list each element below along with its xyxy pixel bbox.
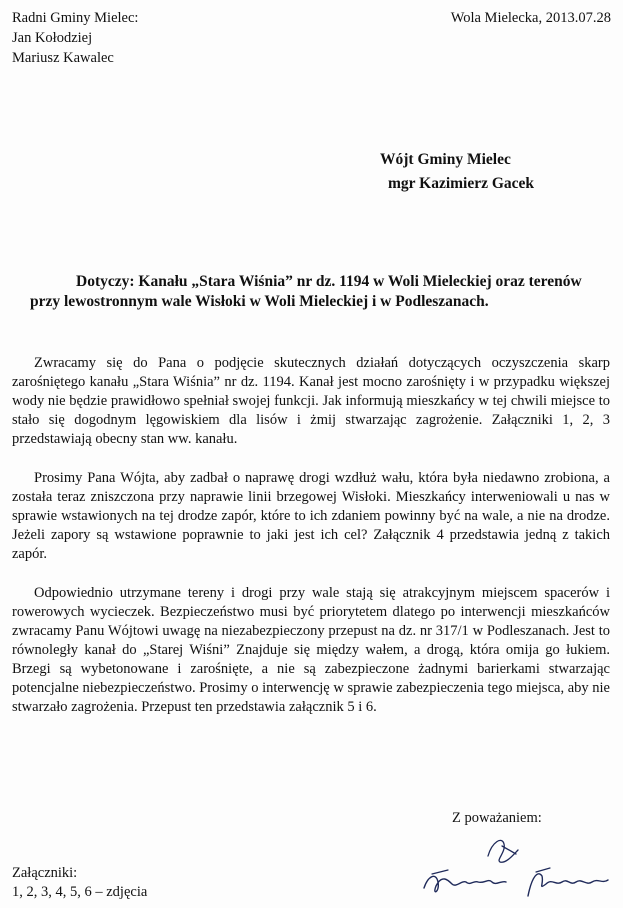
attachments-block	[12, 864, 147, 902]
letter-body	[12, 354, 610, 737]
paragraph-2: Prosimy Pana Wójta, aby zadbał o naprawę drogi wzdłuż wału, która była niedawno zrobiona, a została teraz zniszczona przy naprawie linii brzegowej Wisłoki. Mieszkańcy interweniowali u nas w sprawie wstawionych na tej drodze zapór, które to ich zdaniem powinny być na wale, a nie na drodze. Jeżeli zapory są wstawione poprawnie to jaki jest ich cel? Załącznik 4 przedstawia jedną z takich zapór.	[12, 470, 610, 562]
place-date: Wola Mielecka, 2013.07.28	[450, 10, 611, 26]
sender-block	[12, 8, 138, 68]
attachments-list: 1, 2, 3, 4, 5, 6 – zdjęcia	[12, 884, 148, 900]
subject-block	[30, 272, 606, 312]
sender-line-2: Jan Kołodziej	[12, 30, 93, 46]
subject-line-2: przy lewostronnym wale Wisłoki w Woli Mieleckiej i w Podleszanach.	[30, 293, 489, 310]
paragraph-3: Odpowiednio utrzymane tereny i drogi przy wale stają się atrakcyjnym miejscem spacerów i rowerowych wycieczek. Bezpieczeństwo musi być priorytetem dlatego po interwencji mieszkańców zwracamy Panu Wójtowi uwagę na niezabezpieczony przepust na dz. nr 317/1 w Podleszanach. Jest to równoległy kanał do „Starej Wiśni” Znajduje się między wałem, a drogą, która omija go łukiem. Brzegi są wybetonowane i zarośnięte, a nie są zabezpieczone żadnymi barierkami stwarzając potencjalne niebezpieczeństwo. Prosimy o interwencję w sprawie zabezpieczenia tego miejsca, aby nie stwarzało zagrożenia. Przepust ten przedstawia załącznik 5 i 6.	[12, 585, 610, 715]
recipient-block	[380, 148, 534, 196]
closing-salutation: Z poważaniem:	[452, 810, 542, 826]
sender-line-1: Radni Gminy Mielec:	[12, 10, 139, 26]
subject-line-1: Dotyczy: Kanału „Stara Wiśnia” nr dz. 1194 w Woli Mieleckiej oraz terenów	[76, 273, 582, 290]
recipient-line-1: Wójt Gminy Mielec	[380, 151, 511, 168]
attachments-label: Załączniki:	[12, 865, 78, 881]
sender-line-3: Mariusz Kawalec	[12, 50, 114, 66]
recipient-line-2: mgr Kazimierz Gacek	[388, 175, 535, 192]
handwritten-signature-icon	[418, 826, 618, 906]
paragraph-1: Zwracamy się do Pana o podjęcie skutecznych działań dotyczących oczyszczenia skarp zarośniętego kanału „Stara Wiśnia” nr dz. 1194. Kanał jest mocno zarośnięty i w przypadku większej wody nie będzie prawidłowo spełniał swojej funkcji. Jak informują mieszkańcy w tej chwili miejsce to stało się dogodnym lęgowiskiem dla lisów i żmij stwarzając zagrożenie. Załączniki 1, 2, 3 przedstawiają obecny stan ww. kanału.	[12, 355, 610, 447]
